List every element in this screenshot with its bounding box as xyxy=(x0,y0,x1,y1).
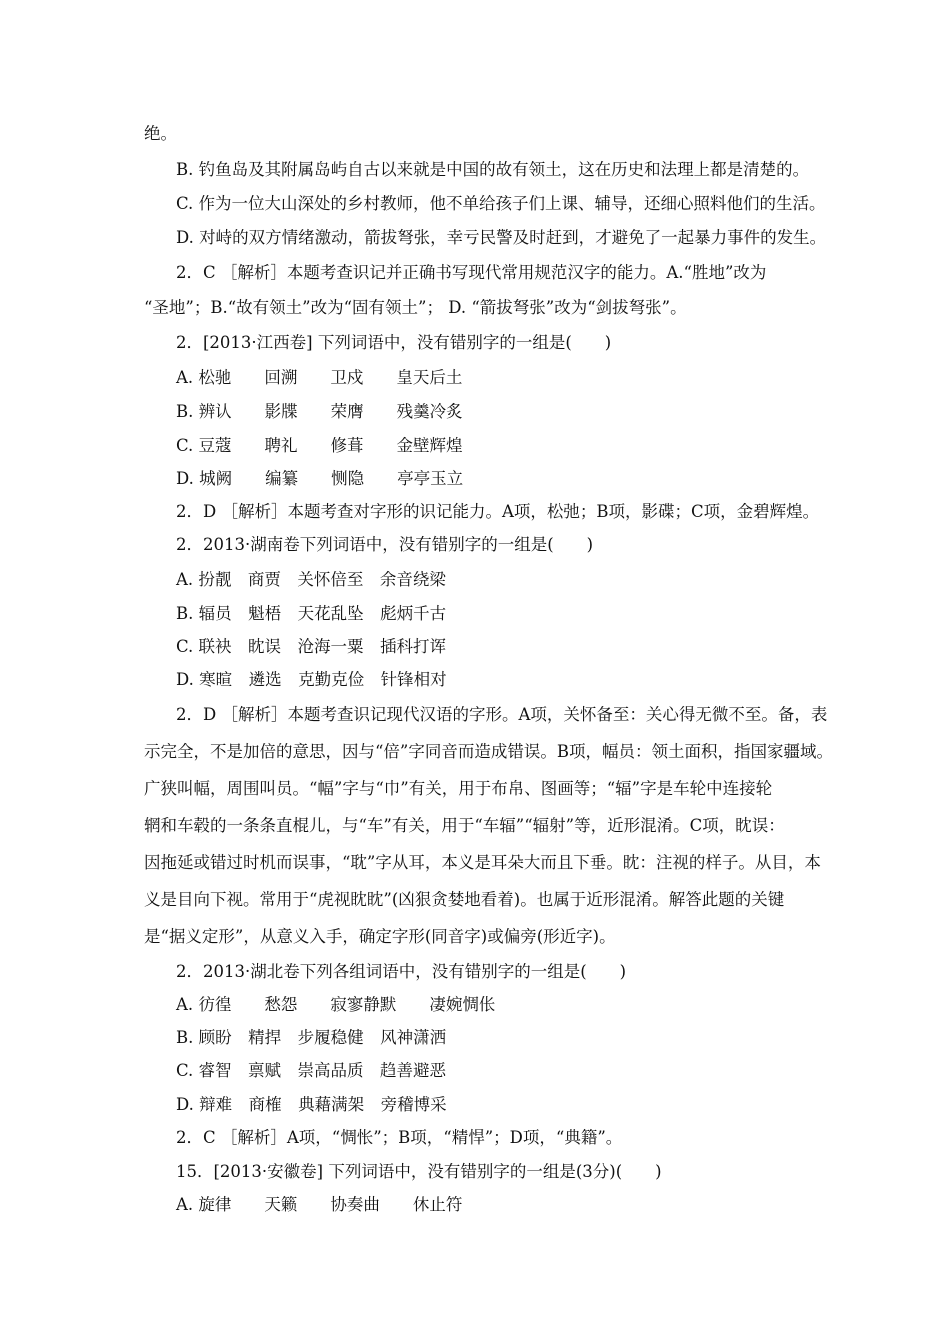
text-line: C. 作为一位大山深处的乡村教师，他不单给孩子们上课、辅导，还细心照料他们的生活。 xyxy=(176,194,826,213)
question-line: 15．[2013·安徽卷] 下列词语中，没有错别字的一组是(3分)( ) xyxy=(176,1162,662,1181)
question-line: 2．2013·湖北卷下列各组词语中，没有错别字的一组是( ) xyxy=(176,962,627,981)
question-line: 2．[2013·江西卷] 下列词语中，没有错别字的一组是( ) xyxy=(176,333,612,352)
question-line: 2．2013·湖南卷下列词语中，没有错别字的一组是( ) xyxy=(176,535,594,554)
text-line: “圣地”；B.“故有领土”改为“固有领土”； D. “箭拔弩张”改为“剑拔弩张”。 xyxy=(144,298,687,317)
option-line: A. 松驰 回溯 卫戍 皇天后土 xyxy=(176,368,463,387)
answer-line: 2．D ［解析］本题考查识记现代汉语的字形。A项，关怀备至：关心得无微不至。备，表 xyxy=(176,705,828,724)
option-line: B. 辨认 影牒 荣膺 残羹冷炙 xyxy=(176,402,463,421)
text-line: 2．C ［解析］本题考查识记并正确书写现代常用规范汉字的能力。A.“胜地”改为 xyxy=(176,263,767,282)
option-line: C. 豆蔻 聘礼 修葺 金壁辉煌 xyxy=(176,436,463,455)
text-line: 义是目向下视。常用于“虎视眈眈”(凶狠贪婪地看着)。也属于近形混淆。解答此题的关键 xyxy=(144,890,785,909)
option-line: D. 城阙 编纂 恻隐 亭亭玉立 xyxy=(176,469,464,488)
text-line: 示完全，不是加倍的意思，因与“倍”字同音而造成错误。B项，幅员：领土面积，指国家疆域。 xyxy=(144,742,833,761)
option-line: B. 辐员 魁梧 天花乱坠 彪炳千古 xyxy=(176,604,447,623)
option-line: D. 辩难 商榷 典藉满架 旁稽博采 xyxy=(176,1095,447,1114)
text-line: D. 对峙的双方情绪激动，箭拔弩张，幸亏民警及时赶到，才避免了一起暴力事件的发生。 xyxy=(176,228,827,247)
option-line: B. 顾盼 精捍 步履稳健 风神潇洒 xyxy=(176,1028,447,1047)
text-line: 辋和车毂的一条条直棍儿，与“车”有关，用于“车辐”“辐射”等，近形混淆。C项，眈误： xyxy=(144,816,785,835)
answer-line: 2．C ［解析］A项，“惆怅”；B项，“精悍”；D项，“典籍”。 xyxy=(176,1128,623,1147)
text-line: 因拖延或错过时机而误事，“耽”字从耳，本义是耳朵大而且下垂。眈：注视的样子。从目，本 xyxy=(144,853,821,872)
text-line: 广狭叫幅，周围叫员。“幅”字与“巾”有关，用于布帛、图画等；“辐”字是车轮中连接轮 xyxy=(144,779,773,798)
option-line: A. 彷徨 愁怨 寂寥静默 凄婉惆伥 xyxy=(176,995,496,1014)
option-line: A. 旋律 天籁 协奏曲 休止符 xyxy=(176,1195,463,1214)
text-line: B. 钓鱼岛及其附属岛屿自古以来就是中国的故有领土，这在历史和法理上都是清楚的。 xyxy=(176,160,810,179)
option-line: C. 联袂 眈误 沧海一粟 插科打诨 xyxy=(176,637,447,656)
option-line: A. 扮靓 商贾 关怀倍至 余音绕梁 xyxy=(176,570,446,589)
option-line: D. 寒暄 遴选 克勤克俭 针锋相对 xyxy=(176,670,447,689)
option-line: C. 睿智 禀赋 崇高品质 趋善避恶 xyxy=(176,1061,447,1080)
text-line: 绝。 xyxy=(144,124,177,143)
text-line: 是“据义定形”，从意义入手，确定字形(同音字)或偏旁(形近字)。 xyxy=(144,927,616,946)
answer-line: 2．D ［解析］本题考查对字形的识记能力。A项，松弛；B项，影碟；C项，金碧辉煌。 xyxy=(176,502,820,521)
